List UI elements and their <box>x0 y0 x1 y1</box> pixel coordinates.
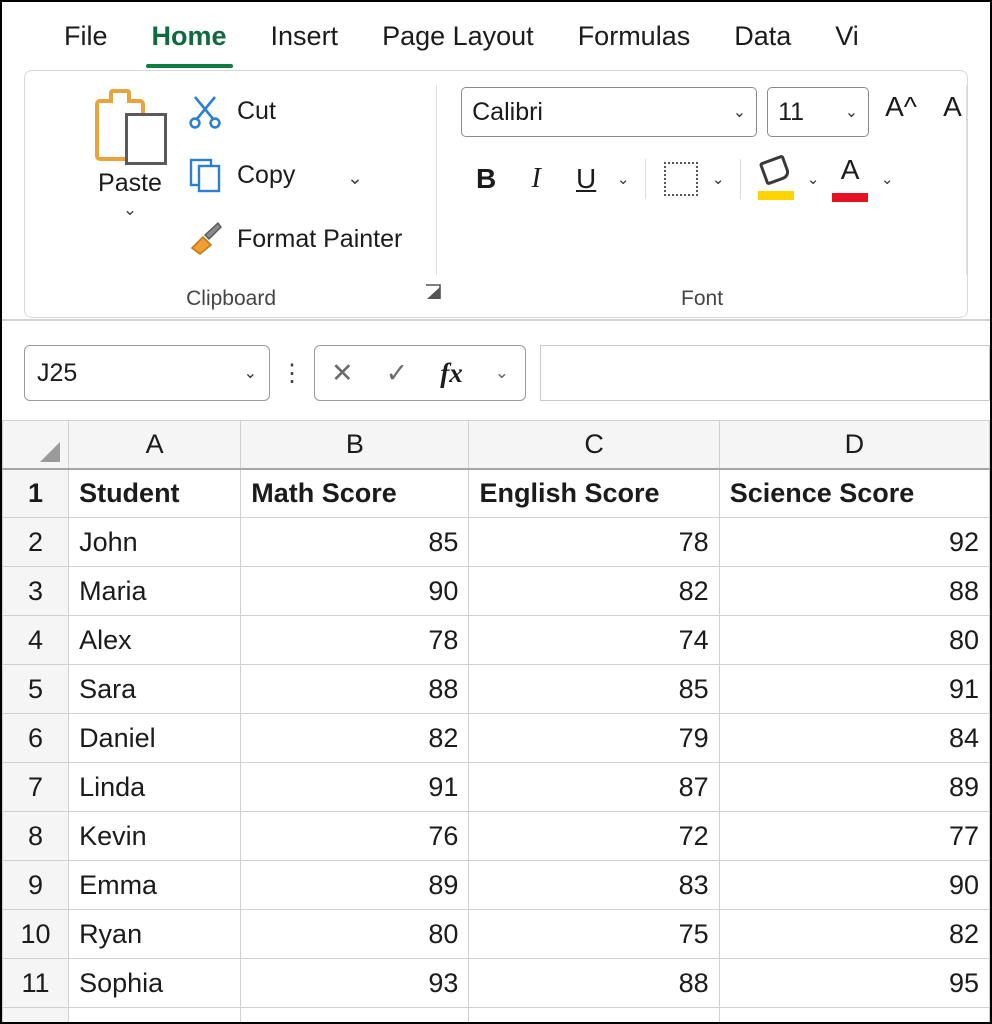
column-header-row <box>3 421 990 469</box>
table-row <box>3 616 990 665</box>
cell-c7[interactable]: 87 <box>469 763 719 812</box>
table-row <box>3 861 990 910</box>
paste-button[interactable] <box>65 85 195 220</box>
enter-formula-button[interactable]: ✓ <box>385 357 409 388</box>
more-options-icon[interactable]: ⋮ <box>280 359 304 387</box>
increase-font-size-button[interactable]: A^ <box>885 91 917 122</box>
cell-b8[interactable]: 76 <box>241 812 469 861</box>
font-name-select[interactable] <box>461 87 757 137</box>
cell-d10[interactable]: 82 <box>719 910 989 959</box>
paint-bucket-icon <box>758 158 794 200</box>
paste-label: Paste <box>98 169 162 197</box>
cell-c10[interactable]: 75 <box>469 910 719 959</box>
table-row <box>3 763 990 812</box>
formula-dropdown-caret[interactable]: ⌄ <box>494 363 509 382</box>
row-header-12[interactable] <box>3 1008 69 1023</box>
paste-icon <box>85 85 175 167</box>
name-box-value: J25 <box>37 358 78 387</box>
cell-a6[interactable]: Daniel <box>69 714 241 763</box>
italic-button[interactable]: I <box>531 163 541 194</box>
cell-d3[interactable]: 88 <box>719 567 989 616</box>
row-header-9[interactable]: 9 <box>3 861 69 910</box>
scissors-icon <box>187 93 223 129</box>
cell-d7[interactable]: 89 <box>719 763 989 812</box>
cell-a2[interactable]: John <box>69 518 241 567</box>
tab-file[interactable]: File <box>64 20 108 51</box>
font-format-row <box>461 155 899 203</box>
formula-input[interactable] <box>540 345 990 401</box>
cell-d5[interactable]: 91 <box>719 665 989 714</box>
ribbon-bottom-divider <box>2 319 990 321</box>
copy-icon <box>187 157 223 193</box>
ribbon-group-font <box>437 71 967 317</box>
cancel-formula-button[interactable]: ✕ <box>331 357 354 388</box>
underline-button[interactable]: U <box>576 163 597 194</box>
cell-c6[interactable]: 79 <box>469 714 719 763</box>
cell-a9[interactable]: Emma <box>69 861 241 910</box>
cell-d6[interactable]: 84 <box>719 714 989 763</box>
divider <box>740 159 741 199</box>
spreadsheet-grid[interactable] <box>2 420 990 1022</box>
chevron-down-icon: ⌄ <box>844 104 859 121</box>
cell-a5[interactable]: Sara <box>69 665 241 714</box>
copy-dropdown-caret[interactable]: ⌄ <box>347 168 363 189</box>
cell-d1[interactable]: Science Score <box>719 469 989 518</box>
cell-a3[interactable]: Maria <box>69 567 241 616</box>
cell-d4[interactable]: 80 <box>719 616 989 665</box>
fill-color-button[interactable] <box>751 155 801 203</box>
borders-dropdown-caret[interactable]: ⌄ <box>711 171 725 188</box>
cell-d2[interactable]: 92 <box>719 518 989 567</box>
name-box[interactable] <box>24 345 270 401</box>
cell-c9[interactable]: 83 <box>469 861 719 910</box>
underline-dropdown-caret[interactable]: ⌄ <box>616 171 630 188</box>
cell-b12[interactable] <box>241 1008 469 1023</box>
row-header-4[interactable]: 4 <box>3 616 69 665</box>
column-header-c[interactable]: C <box>469 421 719 469</box>
font-group-label: Font <box>681 287 724 310</box>
table-row <box>3 714 990 763</box>
table-row <box>3 518 990 567</box>
table-row <box>3 567 990 616</box>
cell-b1[interactable]: Math Score <box>241 469 469 518</box>
row-header-6[interactable]: 6 <box>3 714 69 763</box>
cell-b10[interactable]: 80 <box>241 910 469 959</box>
table-row <box>3 665 990 714</box>
cell-d9[interactable]: 90 <box>719 861 989 910</box>
cell-b11[interactable]: 93 <box>241 959 469 1008</box>
chevron-down-icon: ⌄ <box>243 365 257 382</box>
cell-a12[interactable] <box>69 1008 241 1023</box>
cell-b4[interactable]: 78 <box>241 616 469 665</box>
cell-a11[interactable]: Sophia <box>69 959 241 1008</box>
cell-c1[interactable]: English Score <box>469 469 719 518</box>
table-row <box>3 1008 990 1023</box>
cell-c5[interactable]: 85 <box>469 665 719 714</box>
chevron-down-icon: ⌄ <box>732 104 747 121</box>
cell-b5[interactable]: 88 <box>241 665 469 714</box>
tab-page-layout[interactable]: Page Layout <box>382 20 534 51</box>
column-header-b[interactable]: B <box>241 421 469 469</box>
formula-actions <box>314 345 526 401</box>
column-header-a[interactable]: A <box>69 421 241 469</box>
tab-data[interactable]: Data <box>734 20 792 51</box>
divider <box>645 159 646 199</box>
row-header-8[interactable]: 8 <box>3 812 69 861</box>
copy-label: Copy <box>237 160 296 189</box>
row-header-7[interactable]: 7 <box>3 763 69 812</box>
tab-home[interactable]: Home <box>130 13 249 60</box>
cell-c11[interactable]: 88 <box>469 959 719 1008</box>
insert-function-button[interactable]: fx <box>440 357 463 388</box>
row-header-2[interactable]: 2 <box>3 518 69 567</box>
cell-d12[interactable] <box>719 1008 989 1023</box>
cell-b2[interactable]: 85 <box>241 518 469 567</box>
cell-a10[interactable]: Ryan <box>69 910 241 959</box>
ribbon-tab-bar <box>2 2 990 70</box>
cut-button[interactable] <box>187 93 276 129</box>
cell-a8[interactable]: Kevin <box>69 812 241 861</box>
cell-c4[interactable]: 74 <box>469 616 719 665</box>
cell-b3[interactable]: 90 <box>241 567 469 616</box>
row-header-3[interactable]: 3 <box>3 567 69 616</box>
cell-c2[interactable]: 78 <box>469 518 719 567</box>
format-painter-label: Format Painter <box>237 224 403 253</box>
clipboard-group-label: Clipboard <box>186 287 276 310</box>
font-color-dropdown-caret[interactable]: ⌄ <box>880 171 894 188</box>
cell-b9[interactable]: 89 <box>241 861 469 910</box>
tab-formulas[interactable]: Formulas <box>577 20 691 51</box>
fill-color-dropdown-caret[interactable]: ⌄ <box>806 171 820 188</box>
cell-c3[interactable]: 82 <box>469 567 719 616</box>
ribbon <box>24 70 968 318</box>
cell-c12[interactable] <box>469 1008 719 1023</box>
font-size-select[interactable] <box>767 87 869 137</box>
cell-a1[interactable]: Student <box>69 469 241 518</box>
paintbrush-icon <box>187 221 223 257</box>
borders-icon <box>664 162 698 196</box>
select-all-corner[interactable] <box>3 421 69 469</box>
cell-b6[interactable]: 82 <box>241 714 469 763</box>
cell-a7[interactable]: Linda <box>69 763 241 812</box>
ribbon-group-clipboard <box>25 71 437 317</box>
table-row <box>3 910 990 959</box>
decrease-font-size-button[interactable]: A <box>943 91 962 122</box>
tab-insert[interactable]: Insert <box>270 20 339 51</box>
copy-button[interactable] <box>187 157 295 193</box>
table-row <box>3 469 990 518</box>
cell-b7[interactable]: 91 <box>241 763 469 812</box>
font-size-value: 11 <box>778 97 805 126</box>
cell-c8[interactable]: 72 <box>469 812 719 861</box>
font-color-button[interactable] <box>825 155 875 203</box>
format-painter-button[interactable] <box>187 221 402 257</box>
font-name-value: Calibri <box>472 97 543 126</box>
cell-d11[interactable]: 95 <box>719 959 989 1008</box>
cut-label: Cut <box>237 96 276 125</box>
table-row <box>3 812 990 861</box>
bold-button[interactable]: B <box>476 163 497 194</box>
cell-d8[interactable]: 77 <box>719 812 989 861</box>
row-header-10[interactable]: 10 <box>3 910 69 959</box>
row-header-1[interactable]: 1 <box>3 469 69 518</box>
tab-view[interactable]: Vi <box>835 20 859 51</box>
cell-a4[interactable]: Alex <box>69 616 241 665</box>
paste-dropdown-caret[interactable]: ⌄ <box>122 200 138 219</box>
sheet-table <box>2 420 990 1022</box>
row-header-11[interactable]: 11 <box>3 959 69 1008</box>
font-color-icon <box>832 156 868 202</box>
table-row <box>3 959 990 1008</box>
row-header-5[interactable]: 5 <box>3 665 69 714</box>
column-header-d[interactable]: D <box>719 421 989 469</box>
formula-bar <box>2 332 990 414</box>
borders-button[interactable] <box>656 155 706 203</box>
font-color-letter: A <box>840 154 860 185</box>
